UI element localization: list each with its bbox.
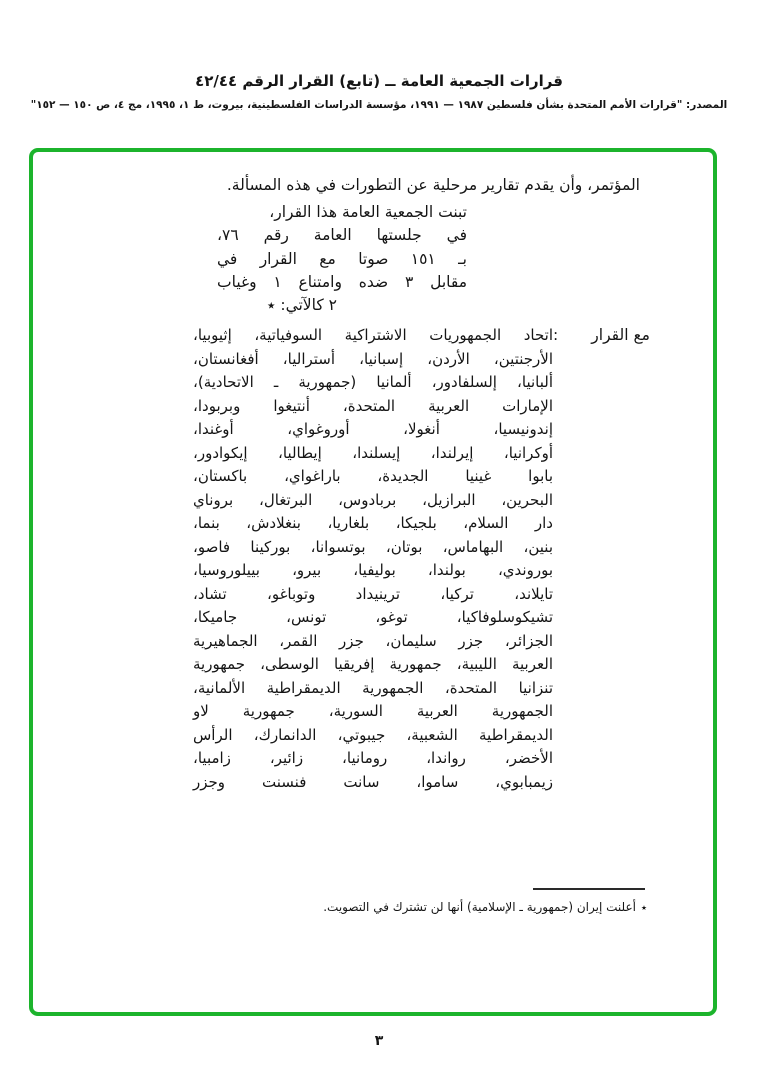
vote-with-label-text: مع القرار (591, 326, 650, 344)
country-list-line: الجزائر، جزر سليمان، جزر القمر، الجماهيرية (193, 631, 553, 650)
country-list-line: زيمبابوي، ساموا، سانت فنسنت وجزر (193, 772, 553, 791)
country-list-line: الأرجنتين، الأردن، إسبانيا، أستراليا، أفغانستان، (193, 349, 553, 368)
country-list-line: إندونيسيا، أنغولا، أوروغواي، أوغندا، (193, 420, 553, 438)
country-list-line: البحرين، البرازيل، بربادوس، البرتغال، بروناي (193, 490, 553, 509)
footnote-star-icon: ٭ (641, 901, 647, 914)
vote-with-label (553, 324, 650, 348)
country-list-line: دار السلام، بلجيكا، بلغاريا، بنغلادش، بنما، (193, 514, 553, 532)
country-list-line: العربية الليبية، جمهورية إفريقيا الوسطى، جمهورية (193, 655, 553, 673)
country-list-line: بنين، البهاماس، بوتان، بوتسوانا، بوركينا فاصو، (193, 537, 553, 556)
vote-with-section (193, 324, 650, 794)
adoption-line: في جلستها العامة رقم ٧٦، (217, 226, 467, 245)
intro-line: المؤتمر، وأن يقدم تقارير مرحلية عن التطورات في هذه المسألة. (226, 176, 640, 194)
country-list-line: الأخضر، رواندا، رومانيا، زائير، زامبيا، (193, 749, 553, 767)
footnote-text: أعلنت إيران (جمهورية ـ الإسلامية) أنها لن تشترك في التصويت. (323, 900, 636, 914)
country-list-line: الجمهورية العربية السورية، جمهورية لاو (193, 702, 553, 720)
country-list-line: تنزانيا المتحدة، الجمهورية الديمقراطية الألمانية، (193, 678, 553, 697)
country-list-line: تشيكوسلوفاكيا، توغو، تونس، جاميكا، (193, 608, 553, 626)
country-list-line: أوكرانيا، إيرلندا، إيسلندا، إيطاليا، إيكوادور، (193, 443, 553, 462)
country-list-line: ألبانيا، إلسلفادور، ألمانيا (جمهورية ـ الاتحادية)، (193, 373, 553, 391)
country-list-line: تايلاند، تركيا، ترينيداد وتوباغو، تشاد، (193, 584, 553, 603)
country-list-line: بابوا غينيا الجديدة، باراغواي، باكستان، (193, 467, 553, 485)
footnote (323, 900, 647, 914)
country-list-line: الإمارات العربية المتحدة، أنتيغوا وبربودا، (193, 396, 553, 415)
country-list-line: الديمقراطية الشعبية، جيبوتي، الدانمارك، الرأس (193, 725, 553, 744)
adoption-line: مقابل ٣ ضده وامتناع ١ وغياب (217, 272, 467, 291)
country-list-line: اتحاد الجمهوريات الاشتراكية السوفياتية، إثيوبيا، (193, 326, 553, 344)
adoption-line: بـ ١٥١ صوتا مع القرار في (217, 249, 467, 268)
country-list-line: بوروندي، بولندا، بوليفيا، بيرو، بييلوروسيا، (193, 561, 553, 579)
adoption-line: ٢ كالآتي: ٭ (266, 296, 337, 315)
footnote-divider (533, 888, 645, 890)
page-header-source: المصدر: "قرارات الأمم المتحدة بشأن فلسطين ١٩٨٧ — ١٩٩١، مؤسسة الدراسات الفلسطينية، بيروت، ط ١، ١٩٩٥، مج ٤، ص ١٥٠ — ١٥٢" (30, 99, 728, 111)
vote-with-label-colon: : (553, 326, 559, 344)
vote-with-country-list (193, 324, 553, 794)
adoption-line: تبنت الجمعية العامة هذا القرار، (269, 203, 467, 221)
adoption-paragraph (217, 201, 467, 317)
page-number: ٣ (374, 1033, 384, 1049)
page-header-title: قرارات الجمعية العامة ــ (تابع) القرار الرقم ٤٢/٤٤ (195, 72, 563, 90)
